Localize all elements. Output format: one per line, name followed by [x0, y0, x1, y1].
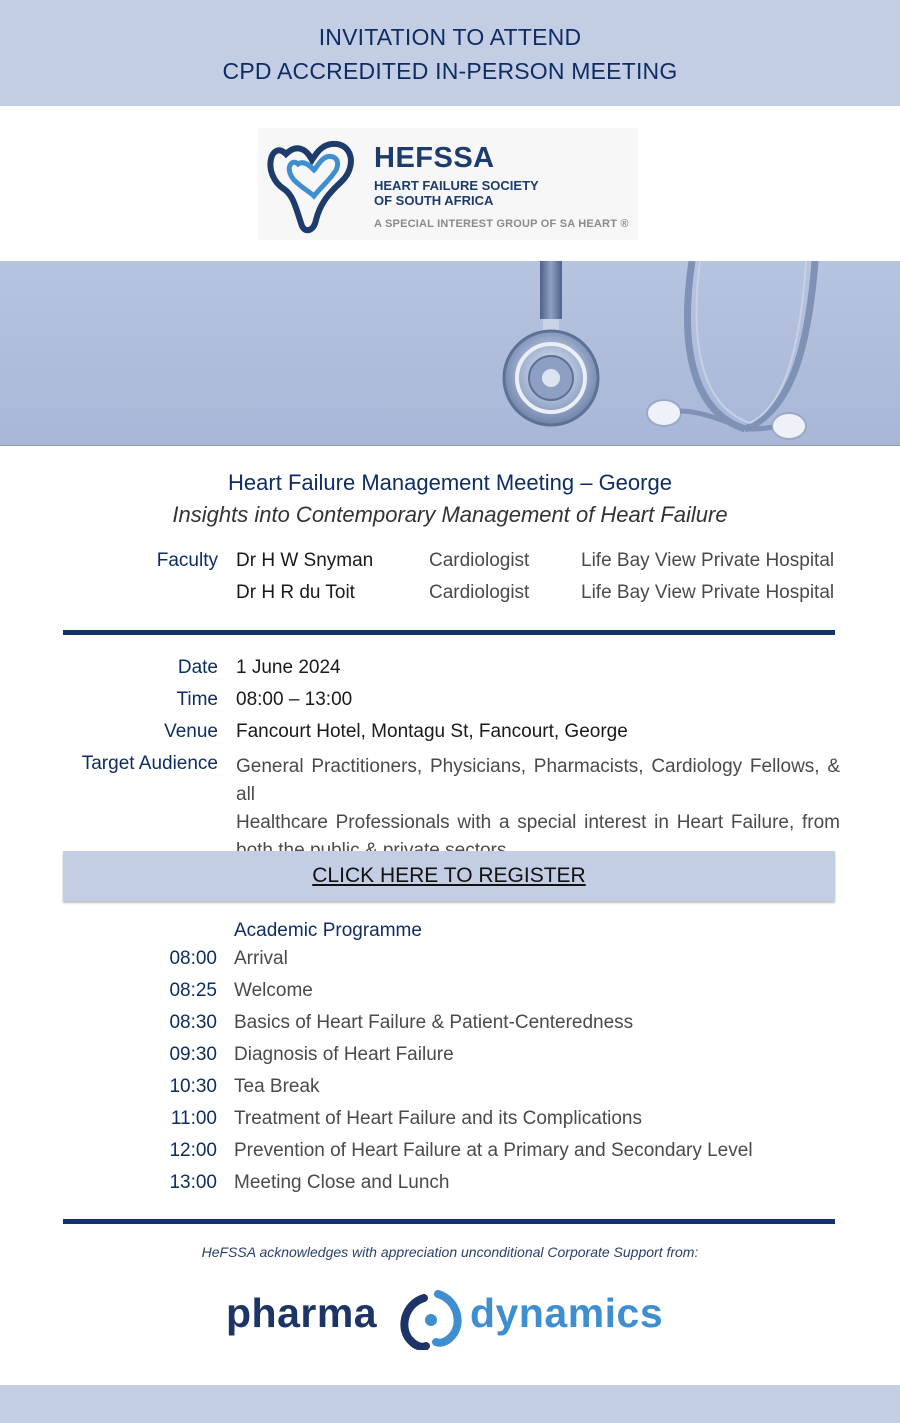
audience-line-1: General Practitioners, Physicians, Pharmacists, Cardiology Fellows, & all [236, 756, 840, 805]
meeting-title: Heart Failure Management Meeting – George [228, 470, 672, 495]
programme-title: Academic Programme [234, 920, 422, 941]
faculty-label: Faculty [156, 550, 218, 571]
programme-row [0, 1108, 900, 1140]
acknowledgement-text: HeFSSA acknowledges with appreciation unconditional Corporate Support from: [201, 1244, 699, 1260]
header-line-2: CPD ACCREDITED IN-PERSON MEETING [222, 58, 678, 84]
stethoscope-icon [0, 261, 900, 446]
programme-time: 13:00 [169, 1172, 217, 1193]
venue-value: Fancourt Hotel, Montagu St, Fancourt, George [236, 721, 628, 742]
meeting-subtitle: Insights into Contemporary Management of Heart Failure [172, 502, 728, 527]
faculty-role-2: Cardiologist [429, 582, 530, 603]
venue-label: Venue [164, 721, 218, 742]
programme-time: 09:30 [169, 1044, 217, 1065]
sponsor-word-pharma: pharma [226, 1290, 378, 1336]
programme-row [0, 948, 900, 980]
time-value: 08:00 – 13:00 [236, 689, 353, 710]
faculty-name-2: Dr H R du Toit [236, 582, 355, 603]
programme-item: Meeting Close and Lunch [234, 1172, 450, 1193]
heart-logo-icon [266, 134, 356, 234]
logo-area [0, 106, 900, 261]
header-band [0, 0, 900, 106]
hefssa-full-name-line-1: HEART FAILURE SOCIETY [374, 178, 539, 193]
programme-item: Arrival [234, 948, 288, 969]
hefssa-logo [258, 128, 638, 240]
hefssa-name: HEFSSA [374, 142, 495, 174]
programme-row [0, 980, 900, 1012]
programme-time: 11:00 [170, 1108, 217, 1129]
programme-row [0, 1076, 900, 1108]
register-link[interactable]: CLICK HERE TO REGISTER [312, 864, 586, 887]
divider-bottom [63, 1219, 835, 1224]
programme-row [0, 1140, 900, 1172]
pharma-dynamics-mark-icon [394, 1290, 466, 1350]
footer-band [0, 1385, 900, 1423]
programme-time: 10:30 [169, 1076, 217, 1097]
sponsor-word-dynamics: dynamics [470, 1290, 664, 1336]
programme-item: Treatment of Heart Failure and its Complications [234, 1108, 642, 1129]
register-bar [63, 851, 835, 901]
programme-time: 12:00 [169, 1140, 217, 1161]
stethoscope-banner [0, 261, 900, 446]
programme-item: Prevention of Heart Failure at a Primary and Secondary Level [234, 1140, 753, 1161]
programme-time: 08:00 [169, 948, 217, 969]
programme-time: 08:25 [169, 980, 217, 1001]
faculty-affiliation-1: Life Bay View Private Hospital [581, 550, 835, 571]
header-line-1: INVITATION TO ATTEND [318, 24, 582, 50]
audience-value [236, 753, 840, 865]
hefssa-full-name-line-2: OF SOUTH AFRICA [374, 193, 494, 208]
audience-label: Target Audience [81, 753, 218, 774]
hefssa-tagline: A SPECIAL INTEREST GROUP OF SA HEART ® [374, 218, 629, 230]
faculty-role-1: Cardiologist [429, 550, 530, 571]
time-label: Time [176, 689, 218, 710]
pharma-dynamics-logo [226, 1290, 676, 1350]
audience-line-2: Healthcare Professionals with a special interest in Heart Failure, from [236, 812, 840, 833]
programme-item: Basics of Heart Failure & Patient-Centeredness [234, 1012, 634, 1033]
faculty-affiliation-2: Life Bay View Private Hospital [581, 582, 835, 603]
divider-top [63, 630, 835, 635]
date-label: Date [177, 657, 218, 678]
programme-item: Welcome [234, 980, 313, 1001]
programme-row [0, 1012, 900, 1044]
programme-time: 08:30 [169, 1012, 217, 1033]
programme-row [0, 1172, 900, 1204]
hefssa-full-name [374, 178, 539, 208]
programme-row [0, 1044, 900, 1076]
programme-item: Diagnosis of Heart Failure [234, 1044, 454, 1065]
faculty-name-1: Dr H W Snyman [236, 550, 374, 571]
programme-item: Tea Break [234, 1076, 320, 1097]
date-value: 1 June 2024 [236, 657, 341, 678]
